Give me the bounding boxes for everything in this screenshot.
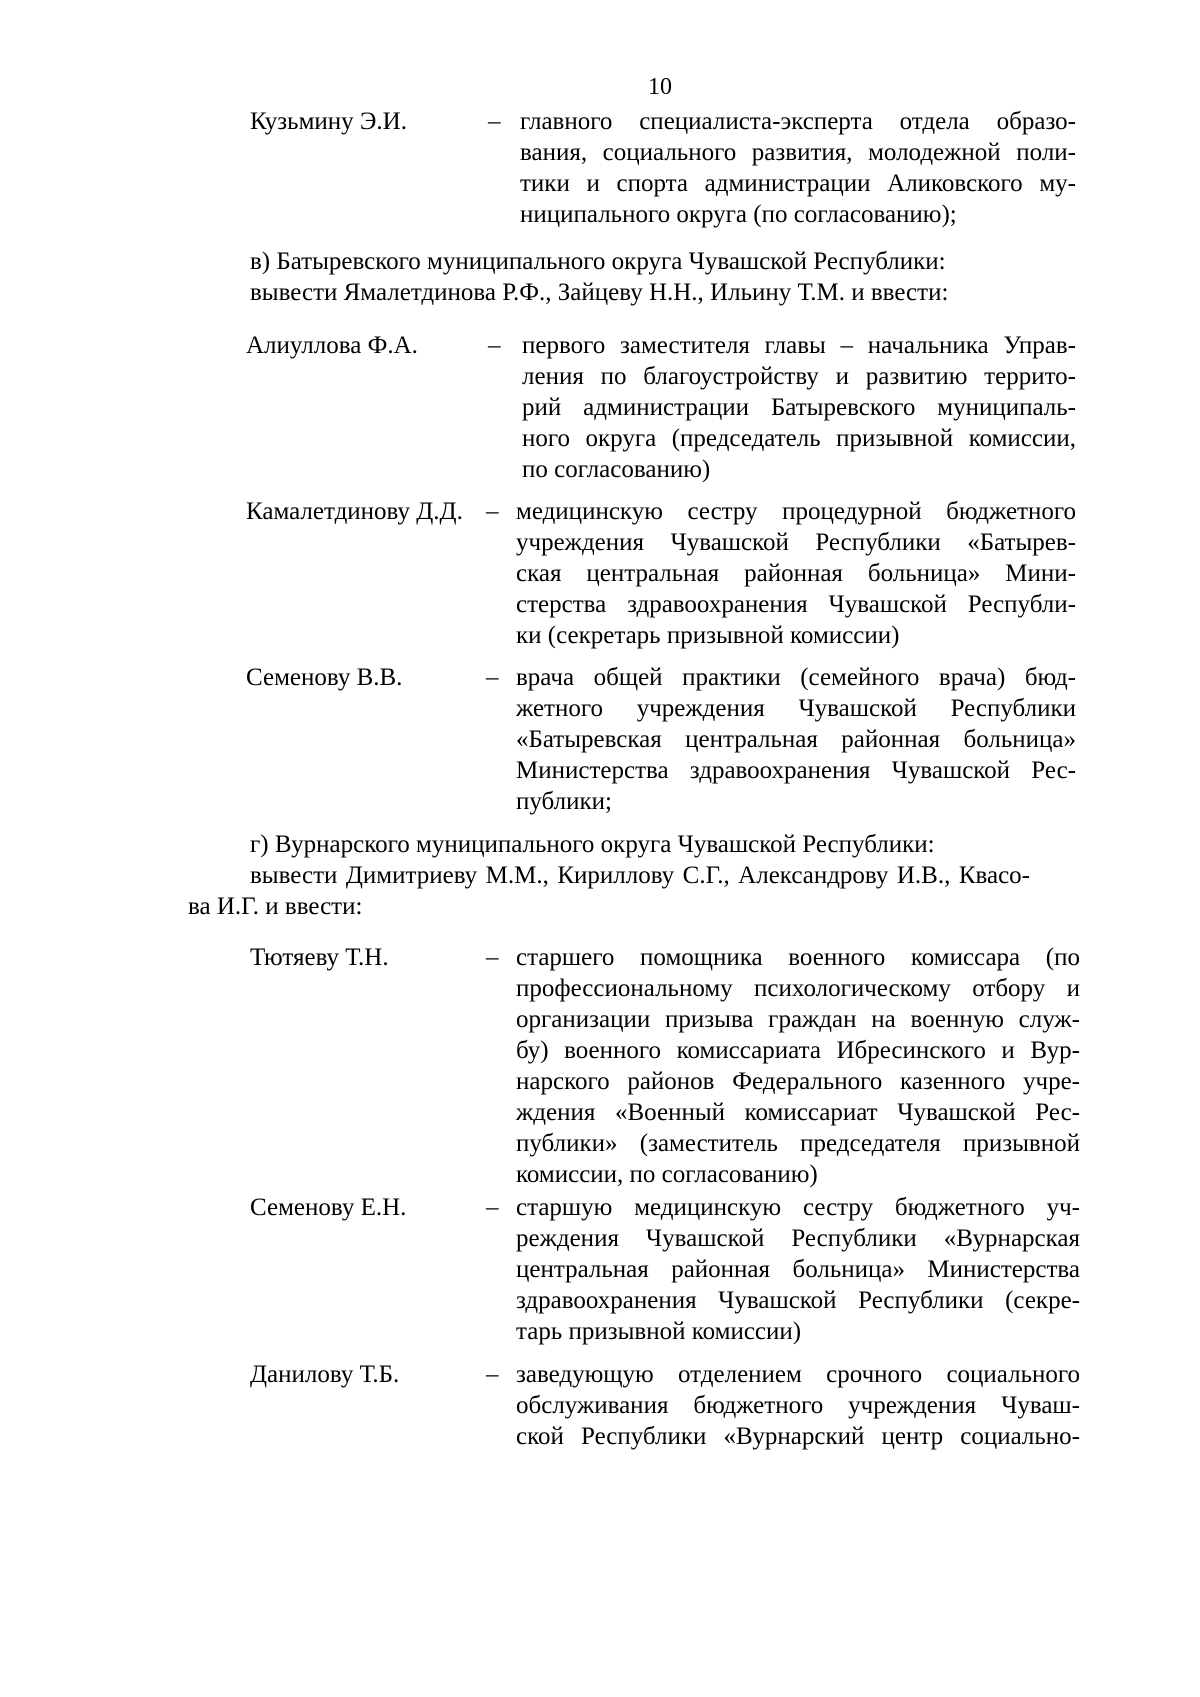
description-line: вания, социального развития, молодежной поли-: [520, 139, 1076, 166]
member-name: Кузьмину Э.И.: [250, 108, 407, 135]
section-heading: г) Вурнарского муниципального округа Чувашской Республики:: [250, 831, 935, 858]
page-number: 10: [648, 74, 672, 100]
entry-dash: –: [486, 664, 499, 691]
description-line: «Батыревская центральная районная больница»: [516, 726, 1076, 753]
member-name: Камалетдинову Д.Д.: [246, 498, 463, 525]
description-line: нарского районов Федерального казенного учре-: [516, 1068, 1080, 1095]
member-description: [516, 942, 1080, 1190]
description-line: профессиональному психологическому отбору и: [516, 975, 1080, 1002]
member-description: [520, 106, 1076, 230]
description-line: Министерства здравоохранения Чувашской Рес-: [516, 757, 1076, 784]
member-description: [516, 1192, 1080, 1347]
description-line: ждения «Военный комиссариат Чувашской Рес-: [516, 1099, 1080, 1126]
description-line: стерства здравоохранения Чувашской Республи-: [516, 591, 1076, 618]
entry-dash: –: [486, 1361, 499, 1388]
description-line: обслуживания бюджетного учреждения Чуваш-: [516, 1392, 1080, 1419]
description-line: центральная районная больница» Министерства: [516, 1256, 1080, 1283]
member-description: [516, 1359, 1080, 1452]
description-line: старшего помощника военного комиссара (по: [516, 944, 1080, 971]
member-name: Алиуллова Ф.А.: [246, 332, 418, 359]
description-line: учреждения Чувашской Республики «Батырев-: [516, 529, 1076, 556]
description-line: врача общей практики (семейного врача) бюд-: [516, 664, 1076, 691]
description-line: здравоохранения Чувашской Республики (секре-: [516, 1287, 1080, 1314]
description-line: тарь призывной комиссии): [516, 1318, 802, 1345]
entry-dash: –: [488, 108, 501, 135]
description-line: комиссии, по согласованию): [516, 1161, 818, 1188]
description-line: публики;: [516, 788, 612, 815]
entry-dash: –: [486, 944, 499, 971]
description-line: публики» (заместитель председателя призывной: [516, 1130, 1080, 1157]
entry-dash: –: [486, 1194, 499, 1221]
section-g: [188, 829, 1030, 922]
description-line: бу) военного комиссариата Ибресинского и Вур-: [516, 1037, 1080, 1064]
description-line: тики и спорта администрации Аликовского му-: [520, 170, 1076, 197]
section-instruction-continued: ва И.Г. и ввести:: [188, 893, 363, 920]
description-line: ская центральная районная больница» Мини-: [516, 560, 1076, 587]
description-line: заведующую отделением срочного социального: [516, 1361, 1080, 1388]
description-line: ской Республики «Вурнарский центр социально-: [516, 1423, 1080, 1450]
member-name: Семенову В.В.: [246, 664, 403, 691]
description-line: первого заместителя главы – начальника Управ-: [522, 332, 1076, 359]
description-line: ного округа (председатель призывной комиссии,: [522, 425, 1076, 452]
section-instruction: вывести Димитриеву М.М., Кириллову С.Г., Александрову И.В., Квасо-: [250, 862, 1030, 889]
member-description: [516, 662, 1076, 817]
description-line: ления по благоустройству и развитию террито-: [522, 363, 1076, 390]
member-name: Данилову Т.Б.: [250, 1361, 400, 1388]
entry-dash: –: [486, 498, 499, 525]
description-line: организации призыва граждан на военную служ-: [516, 1006, 1080, 1033]
description-line: ки (секретарь призывной комиссии): [516, 622, 900, 649]
description-line: реждения Чувашской Республики «Вурнарская: [516, 1225, 1080, 1252]
description-line: медицинскую сестру процедурной бюджетного: [516, 498, 1076, 525]
description-line: старшую медицинскую сестру бюджетного уч-: [516, 1194, 1080, 1221]
section-v: [188, 246, 1030, 308]
description-line: рий администрации Батыревского муниципаль-: [522, 394, 1076, 421]
description-line: по согласованию): [522, 456, 711, 483]
description-line: жетного учреждения Чувашской Республики: [516, 695, 1076, 722]
member-name: Тютяеву Т.Н.: [250, 944, 389, 971]
member-description: [522, 330, 1076, 485]
section-instruction: вывести Ямалетдинова Р.Ф., Зайцеву Н.Н., Ильину Т.М. и ввести:: [250, 279, 949, 306]
entry-dash: –: [488, 332, 501, 359]
description-line: главного специалиста-эксперта отдела образо-: [520, 108, 1076, 135]
member-name: Семенову Е.Н.: [250, 1194, 407, 1221]
description-line: ниципального округа (по согласованию);: [520, 201, 957, 228]
member-description: [516, 496, 1076, 651]
section-heading: в) Батыревского муниципального округа Чувашской Республики:: [250, 248, 946, 275]
